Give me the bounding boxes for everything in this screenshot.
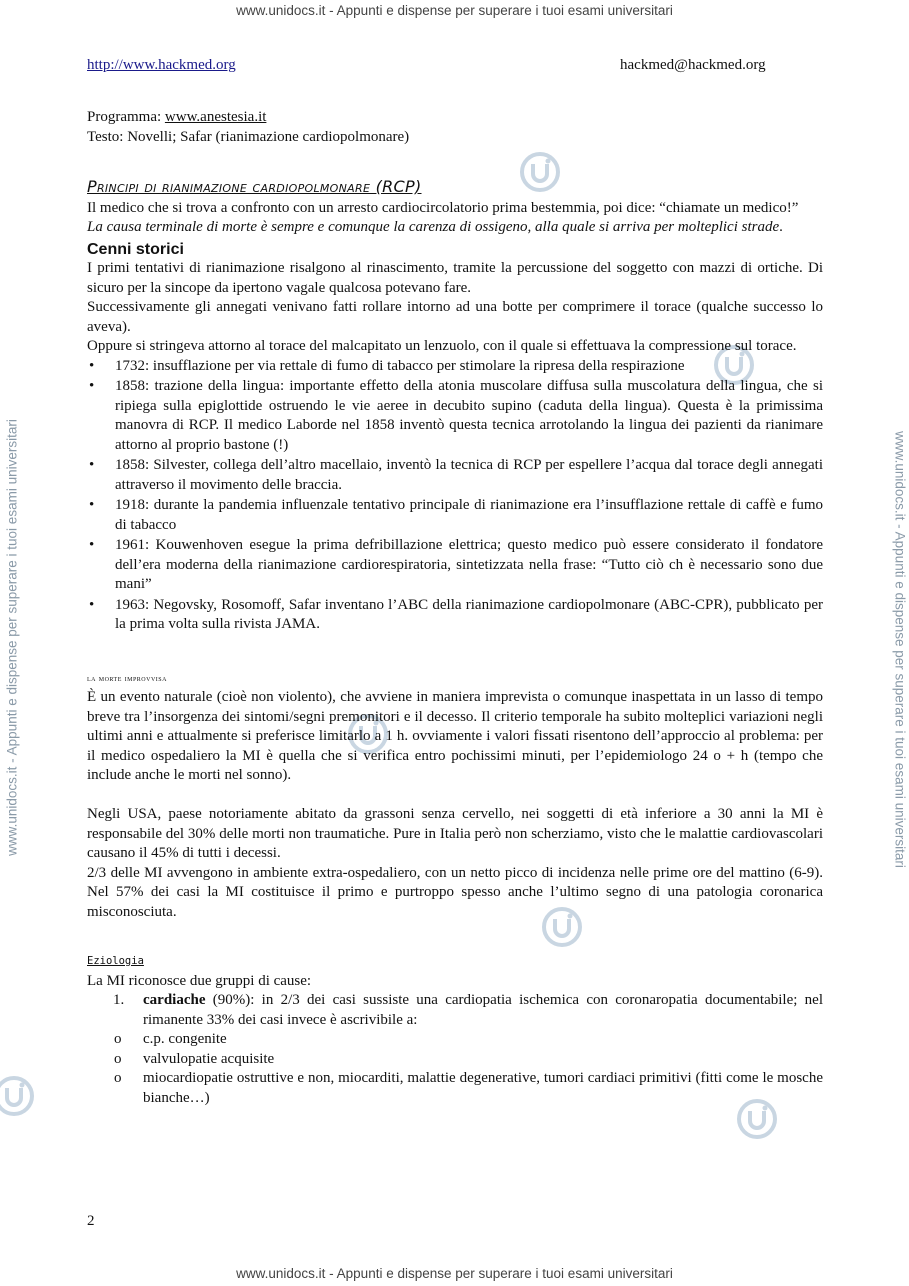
list-item: • 1963: Negovsky, Rosomoff, Safar inventano l’ABC della rianimazione cardiopolmonare (ABC-CPR), pubblicato per la prima volta sulla rivista JAMA.: [87, 596, 823, 635]
page-number: 2: [87, 1213, 95, 1229]
watermark-bottom-text: www.unidocs.it - Appunti e dispense per superare i tuoi esami universitari: [236, 1266, 673, 1281]
paragraph: Oppure si stringeva attorno al torace del malcapitato un lenzuolo, con il quale si effettuava la compressione sul torace.: [87, 338, 797, 354]
list-item: • 1961: Kouwenhoven esegue la prima defribillazione elettrica; questo medico può essere considerato il fondatore dell’era moderna della rianimazione cardiorespiratoria, sintetizzata nella frase: “Tutto ciò ch è necessario sono due mani”: [87, 536, 823, 595]
list-number: 1.: [113, 992, 125, 1008]
paragraph: Successivamente gli annegati venivano fatti rollare intorno ad una botte per comprimere il torace (qualche successo lo aveva).: [87, 299, 823, 335]
paragraph: 2/3 delle MI avvengono in ambiente extra-ospedaliero, con un netto picco di incidenza nelle prime ore del mattino (6-9). Nel 57% dei casi la MI costituisce il primo e purtroppo spesso anche l’ultimo segno di una patologia coronarica misconosciuta.: [87, 864, 823, 920]
watermark-right: www.unidocs.it - Appunti e dispense per superare i tuoi esami universitari: [892, 431, 908, 868]
paragraph: Negli USA, paese notoriamente abitato da grassoni senza cervello, nei soggetti di età inferiore a 30 anni la MI è responsabile del 30% delle morti non traumatiche. Pure in Italia però non scherziamo, visto che le malattie cardiovascolari causano il 45% di tutti i decessi.: [87, 806, 823, 861]
paragraph-italic: [87, 218, 823, 238]
italic-text: La causa terminale di morte è sempre e comunque la carenza di ossigeno, alla quale si arriva per molteplici strade: [87, 219, 780, 235]
history-list: [87, 357, 823, 635]
list-item: o c.p. congenite: [87, 1030, 823, 1050]
watermark-top: [0, 3, 909, 18]
paragraph: Il medico che si trova a confronto con un arresto cardiocircolatorio prima bestemmia, poi dice: “chiamate un medico!”: [87, 199, 799, 216]
heading-morte-improvvisa: la morte improvvisa: [87, 672, 167, 683]
causes-list: [87, 991, 823, 1030]
paragraph: La MI riconosce due gruppi di cause:: [87, 972, 312, 989]
section-title-rcp: Principi di rianimazione cardiopolmonare (RCP): [87, 177, 422, 196]
list-item: o miocardiopatie ostruttive e non, miocarditi, malattie degenerative, tumori cardiaci primitivi (fitti come le mosche bianche…): [87, 1069, 823, 1108]
hackmed-url-link[interactable]: http://www.hackmed.org: [87, 57, 236, 73]
list-item: [87, 991, 823, 1030]
list-item: • 1918: durante la pandemia influenzale tentativo principale di rianimazione era l’insufflazione rettale di caffè e fumo di tabacco: [87, 496, 823, 535]
header-email: hackmed@hackmed.org: [620, 57, 766, 73]
list-item: o valvulopatie acquisite: [87, 1050, 823, 1070]
watermark-bottom: [0, 1266, 909, 1281]
programma-line: [87, 108, 823, 128]
anestesia-link[interactable]: www.anestesia.it: [164, 109, 267, 125]
paragraph: I primi tentativi di rianimazione risalgono al rinascimento, tramite la percussione del soggetto con mazzi di ortiche. Di sicuro per la sincope da ipertono vagale qualcosa potevano fare.: [87, 260, 823, 296]
heading-eziologia: Eziologia: [87, 955, 144, 967]
programma-label: Programma:: [87, 109, 165, 125]
document-body: [87, 108, 823, 1108]
testo-line: Testo: Novelli; Safar (rianimazione cardiopolmonare): [87, 128, 410, 145]
list-item: • 1858: trazione della lingua: importante effetto della atonia muscolare diffusa sulla muscolatura della lingua, che si ripiega sulla epiglottide ostruendo le vie aeree in decubito supino (caduta della lingua). Questa è la primissima manovra di RCP. Il medico Laborde nel 1858 inventò questa tecnica arrotolando la lingua dei pazienti da rianimare attorno al proprio bastone (!): [87, 377, 823, 455]
cardiac-causes-sublist: [87, 1030, 823, 1108]
heading-cenni-storici: Cenni storici: [87, 240, 184, 258]
period: .: [779, 219, 783, 235]
watermark-left: www.unidocs.it - Appunti e dispense per superare i tuoi esami universitari: [4, 419, 20, 856]
list-text: (90%): in 2/3 dei casi sussiste una cardiopatia ischemica con coronaropatia documentabile; nel rimanente 33% dei casi invece è ascrivibile a:: [143, 992, 823, 1028]
watermark-top-text: www.unidocs.it - Appunti e dispense per superare i tuoi esami universitari: [236, 3, 673, 18]
unidocs-logo-icon: [0, 1074, 36, 1118]
list-item: • 1732: insufflazione per via rettale di fumo di tabacco per stimolare la ripresa della respirazione: [87, 357, 823, 377]
list-item: • 1858: Silvester, collega dell’altro macellaio, inventò la tecnica di RCP per espellere l’acqua dal torace degli annegati attraverso il movimento delle braccia.: [87, 456, 823, 495]
bold-term: cardiache: [143, 992, 206, 1008]
paragraph: È un evento naturale (cioè non violento), che avviene in maniera imprevista o comunque inaspettata in un lasso di tempo breve tra l’insorgenza dei sintomi/segni premonitori e il decesso. Il criterio temporale ha subito molteplici variazioni negli ultimi anni e attualmente si preferisce limitarlo a 1 h. ovviamente i valori fissati risentono dell’approccio al problema: per il medico ospedaliero la MI è quella che si verifica entro pochissimi minuti, per l’epidemiologo 24 o + h (tempo che include anche le morti nel sonno).: [87, 689, 823, 783]
